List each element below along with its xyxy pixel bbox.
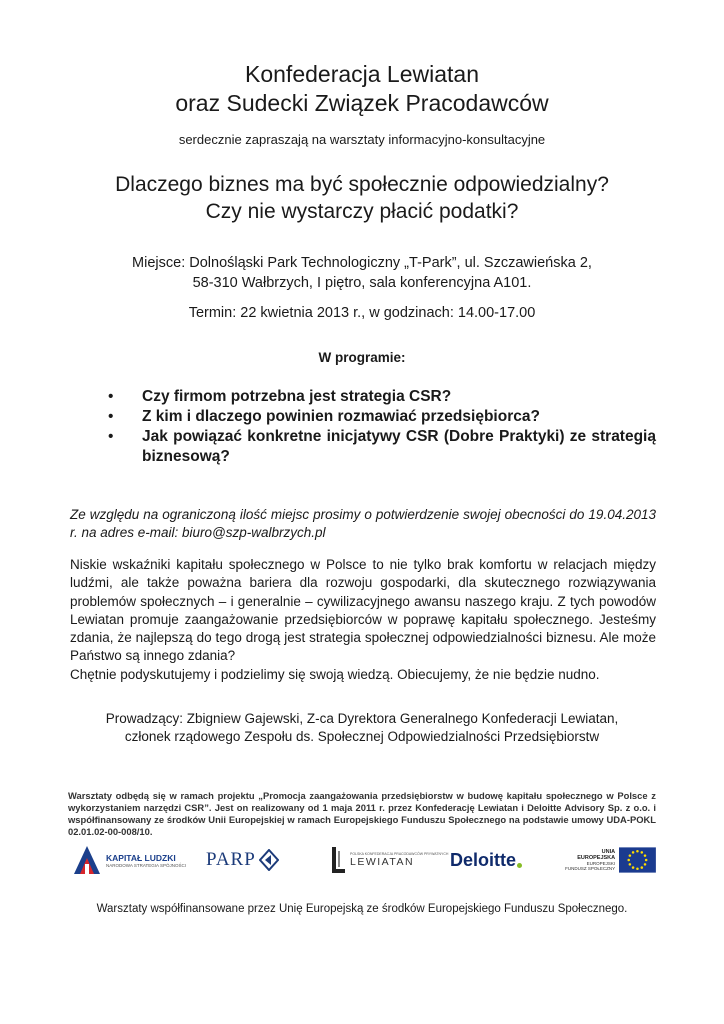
organizers-heading: [60, 60, 664, 118]
program-heading: W programie:: [318, 350, 406, 365]
project-note: Warsztaty odbędą się w ramach projektu „Promocja zaangażowania przedsiębiorstw w budowę kapitału społecznego w Polsce z wykorzystaniem narzędzi CSR”. Jest on realizowany od 1 maja 2011 r. przez Konfederację Lewiatan i Deloitte Advisory Sp. z o.o. i współfinansowany ze środków Unii Europejskiej w ramach Europejskiego Funduszu Społecznego na podstawie umowy UDA-POKL 02.01.02-00-008/10.: [68, 790, 656, 837]
invitation-subtitle: serdecznie zapraszają na warsztaty informacyjno-konsultacyjne: [178, 132, 546, 147]
question-line-1: Dlaczego biznes ma być społecznie odpowiedzialny?: [115, 173, 609, 196]
deloitte-text: Deloitte: [450, 849, 517, 870]
venue-line-2: 58-310 Wałbrzych, I piętro, sala konferencyjna A101.: [192, 275, 532, 291]
parp-arrow-icon: [259, 849, 279, 871]
kl-title: KAPITAŁ LUDZKI: [106, 852, 176, 863]
eu-subtitle-1: EUROPEJSKI: [586, 861, 616, 866]
deloitte-dot-icon: [517, 863, 522, 868]
eu-logo: [564, 840, 656, 880]
program-item: • Z kim i dlaczego powinien rozmawiać przedsiębiorca?: [108, 408, 540, 425]
lewiatan-text: LEWIATAN: [350, 856, 415, 868]
program-item: • Jak powiązać konkretne inicjatywy CSR (Dobre Praktyki) ze strategią biznesową?: [108, 428, 656, 465]
host-line-1: Prowadzący: Zbigniew Gajewski, Z-ca Dyrektora Generalnego Konfederacji Lewiatan,: [105, 711, 619, 726]
bullet-icon: •: [108, 428, 114, 445]
kl-subtitle: NARODOWA STRATEGIA SPÓJNOŚCI: [106, 862, 187, 868]
description-closing: Chętnie podyskutujemy i podzielimy się swoją wiedzą. Obiecujemy, że nie będzie nudno.: [70, 666, 600, 682]
program-list: [106, 387, 656, 467]
question-line-2: Czy nie wystarczy płacić podatki?: [205, 200, 519, 223]
kapital-ludzki-icon: [72, 844, 102, 876]
parp-logo: [206, 840, 279, 880]
venue-line-1: Miejsce: Dolnośląski Park Technologiczny „T-Park”, ul. Szczawieńska 2,: [132, 255, 592, 271]
date-info: Termin: 22 kwietnia 2013 r., w godzinach: 14.00-17.00: [188, 305, 536, 321]
lewiatan-subtitle: POLSKA KONFEDERACJA PRACODAWCÓW PRYWATNYCH: [350, 852, 449, 856]
description-main: Niskie wskaźniki kapitału społecznego w Polsce to nie tylko brak komfortu w relacjach między ludźmi, ale także poważna bariera dla rozwoju gospodarki, dla skutecznego rozwiązywania problemów społecznych – i generalnie – cywilizacyjnego awansu naszego kraju. Z tych powodów Lewiatan promuje zaangażowanie przedsiębiorców w poprawę kapitału społecznego. Jesteśmy zdania, że najlepszą do tego drogą jest strategia społecznej odpowiedzialności biznesu. Ale może Państwo są innego zdania?: [70, 557, 656, 664]
rsvp-note: Ze względu na ograniczoną ilość miejsc prosimy o potwierdzenie swojej obecności do 19.04.2013 r. na adres e-mail: biuro@szp-walbrzych.pl: [70, 507, 656, 540]
organizer-line-2: oraz Sudecki Związek Pracodawców: [175, 90, 549, 116]
kapital-ludzki-logo: [72, 840, 186, 880]
organizer-line-1: Konfederacja Lewiatan: [245, 61, 479, 87]
host-info: [60, 710, 664, 746]
lewiatan-logo: [330, 840, 448, 880]
venue-info: [60, 253, 664, 293]
workshop-question: [60, 171, 664, 225]
bullet-icon: •: [108, 408, 114, 425]
deloitte-logo: [450, 840, 522, 880]
sponsor-logos: [68, 840, 656, 880]
lewiatan-icon: [330, 845, 346, 875]
description-paragraph: [70, 556, 656, 684]
eu-title: UNIA EUROPEJSKA: [577, 849, 616, 861]
host-line-2: członek rządowego Zespołu ds. Społecznej Odpowiedzialności Przedsiębiorstw: [124, 729, 600, 744]
program-item: • Czy firmom potrzebna jest strategia CSR?: [108, 388, 452, 405]
eu-subtitle-2: FUNDUSZ SPOŁECZNY: [565, 866, 616, 871]
bullet-icon: •: [108, 388, 114, 405]
eu-flag-icon: [619, 847, 656, 873]
footer-note: Warsztaty współfinansowane przez Unię Europejską ze środków Europejskiego Funduszu Społecznego.: [96, 903, 628, 915]
parp-text: PARP: [206, 849, 256, 870]
